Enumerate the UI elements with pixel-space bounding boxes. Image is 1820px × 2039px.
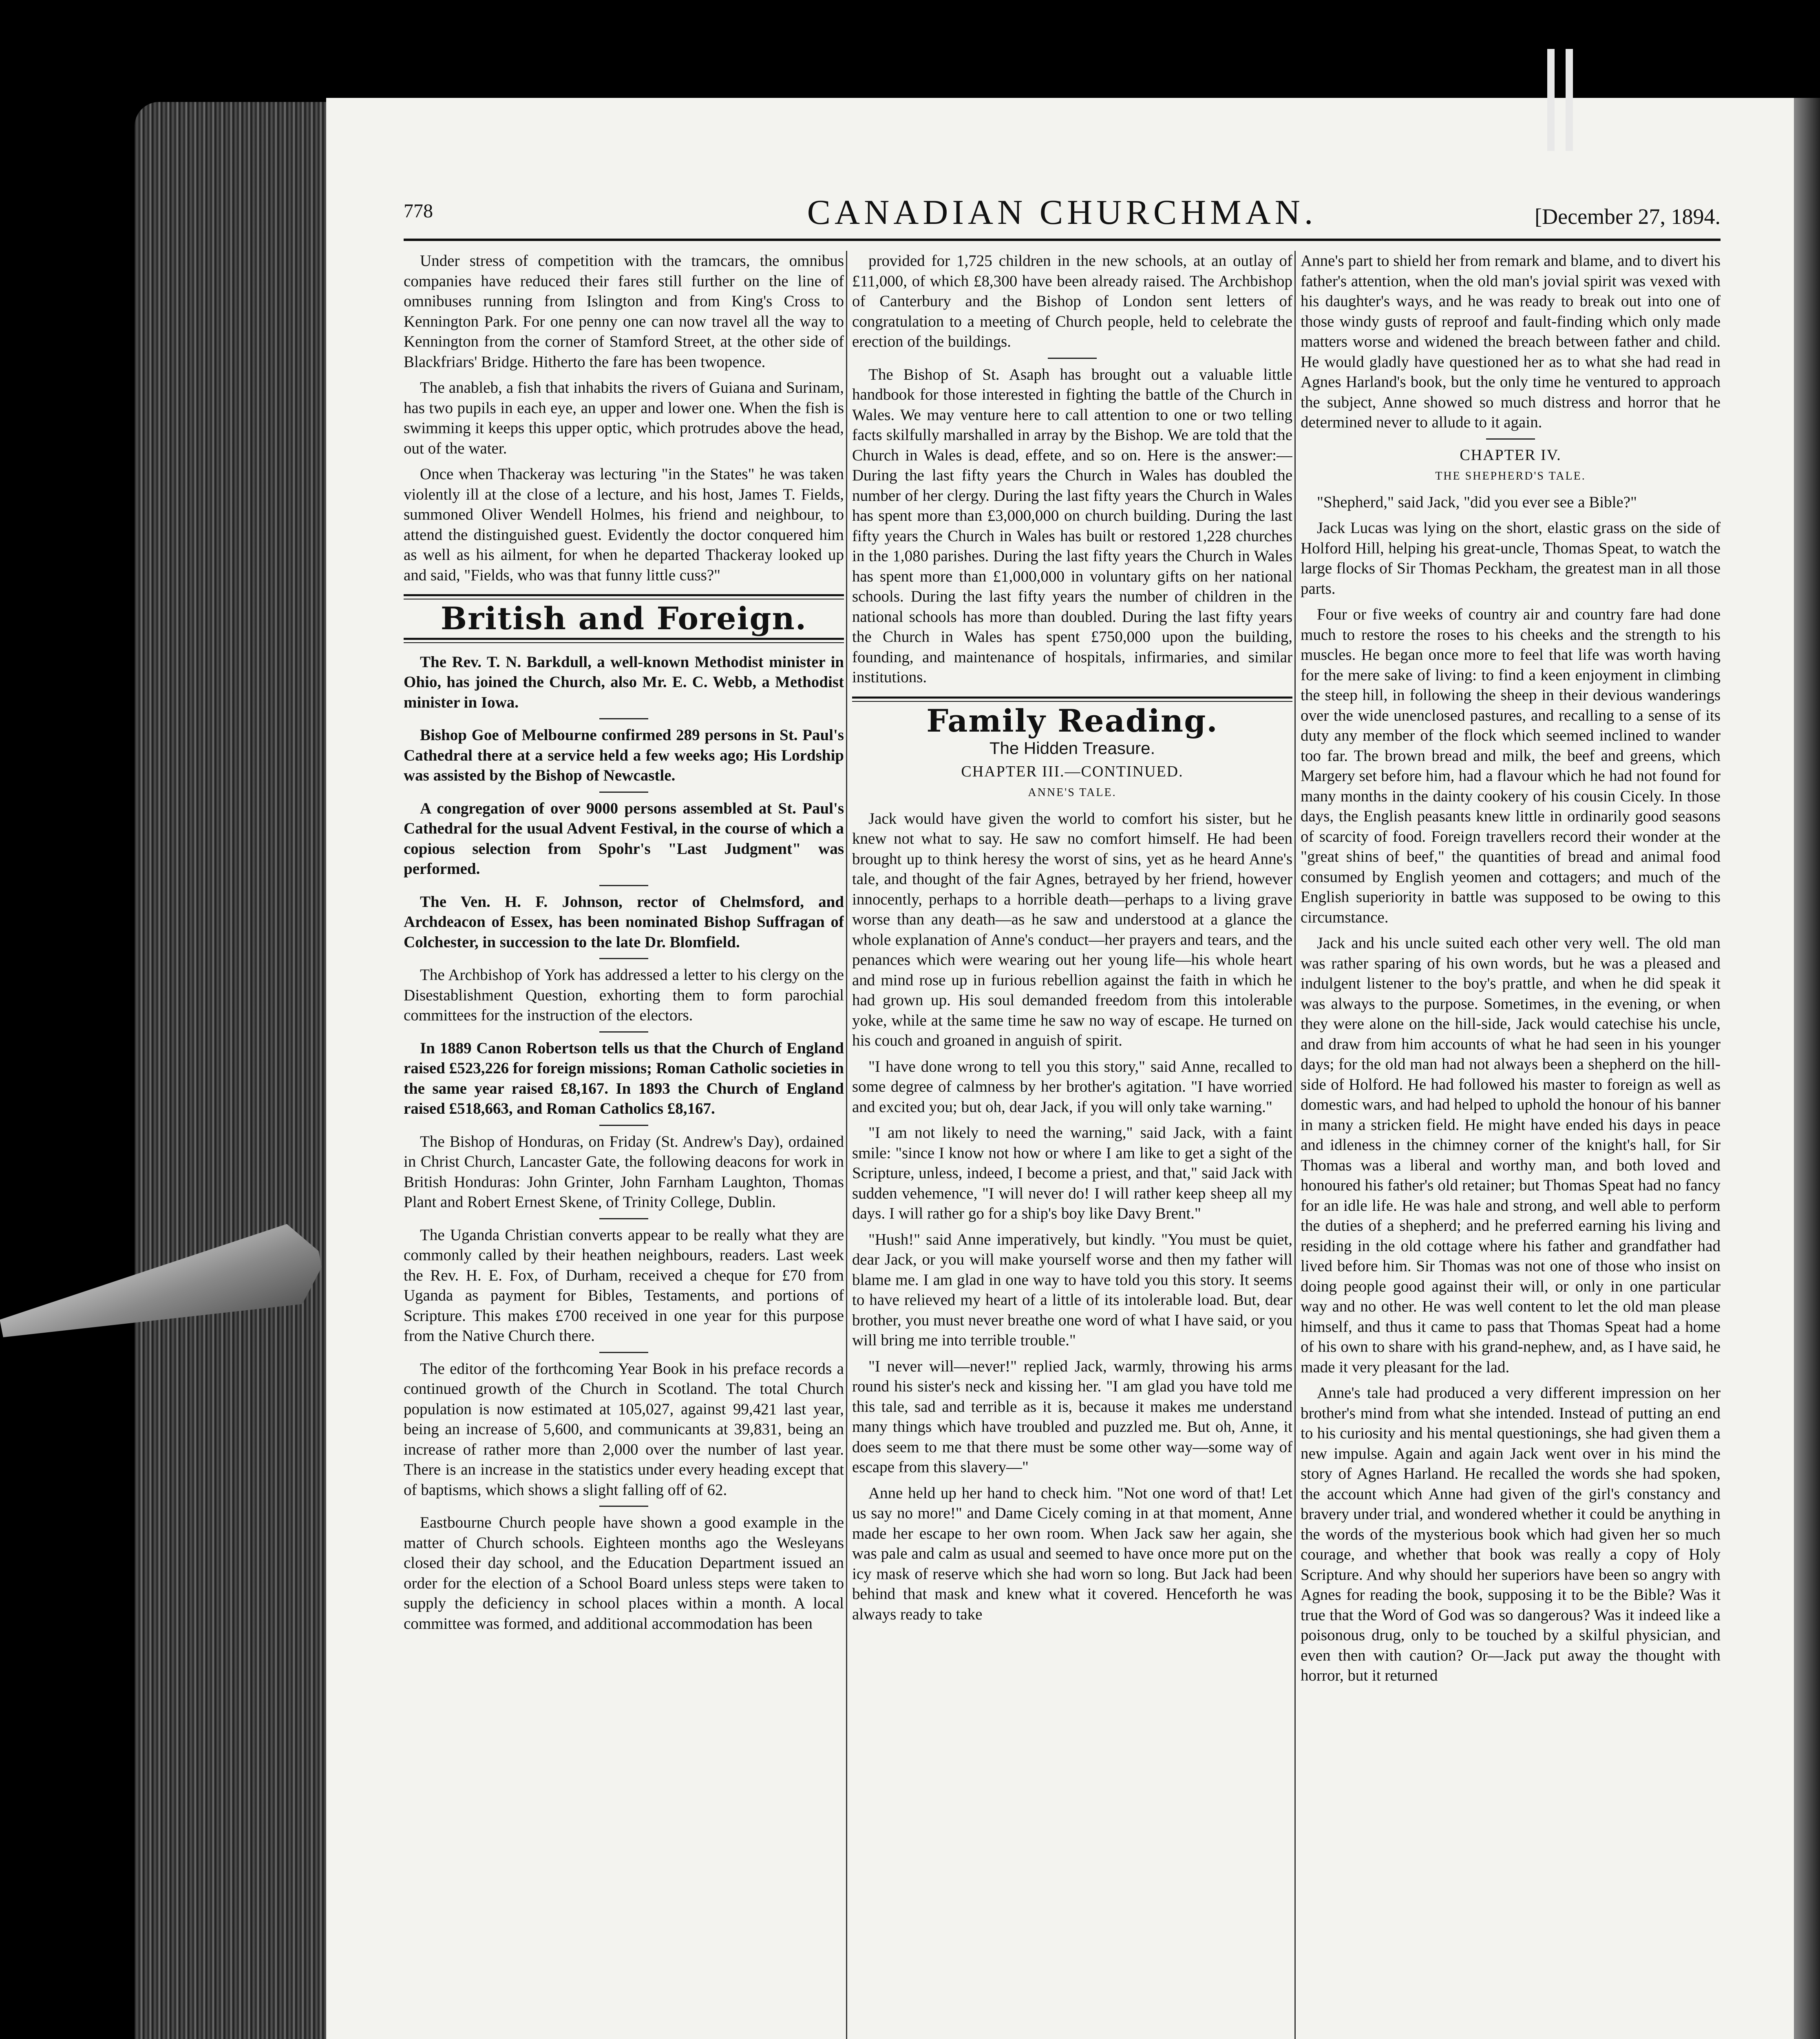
column-rule bbox=[846, 251, 847, 2039]
item-separator bbox=[599, 885, 648, 886]
chapter-heading: CHAPTER III.—CONTINUED. bbox=[961, 763, 1184, 780]
item-separator bbox=[599, 718, 648, 719]
paragraph: The anableb, a fish that inhabits the rivers of Guiana and Surinam, has two pupils in each eye, an upper and lower one. When the fish is swimming it keeps this upper optic, which protrudes above the head, out of the water. bbox=[404, 379, 844, 457]
story-paragraph: Anne's tale had produced a very different impression on her brother's mind from what she intended. Instead of putting an end to his curiosity and his mental questionings, she had given them a new impulse. Again and again Jack went over in his mind the story of Agnes Harland. He recalled the words she had spoken, the account which Anne had given of the girl's constancy and bravery under trial, and wondered whether it could be anything in the words of the mysterious book which had given her so much courage, and whether that book was really a copy of Holy Scripture. And why should her superiors have been so angry with Agnes for reading the book, supposing it to be the Bible? Was it true that the Word of God was so dangerous? Was it indeed like a poisonous drug, only to be touched by a skilful physician, and even then with caution? Or—Jack put away the thought with horror, but it returned bbox=[1301, 1384, 1721, 1684]
story-paragraph: "I never will—never!" replied Jack, warmly, throwing his arms round his sister's neck and kissing her. "I am glad you have told me this tale, sad and terrible as it is, because it makes me understand many things which have troubled and puzzled me. But oh, Anne, it does seem to me that there must be some other way—some way of escape from this slavery—" bbox=[852, 1357, 1292, 1476]
news-item: Bishop Goe of Melbourne confirmed 289 persons in St. Paul's Cathedral there at a service held a few weeks ago; His Lordship was assisted by the Bishop of Newcastle. bbox=[404, 726, 844, 784]
book-page-edges bbox=[135, 102, 326, 2039]
binding-clip-mark bbox=[1566, 49, 1573, 151]
column-1 bbox=[404, 251, 844, 2039]
page-header bbox=[404, 192, 1721, 241]
page-number: 778 bbox=[404, 200, 433, 222]
story-paragraph: "Shepherd," said Jack, "did you ever see a Bible?" bbox=[1317, 493, 1637, 511]
issue-date: [December 27, 1894. bbox=[1535, 204, 1721, 229]
paragraph: Once when Thackeray was lecturing "in the States" he was taken violently ill at the close of a lecture, and his host, James T. Fields, summoned Oliver Wendell Holmes, his friend and neighbour, to attend the distinguished guest. Evidently the doctor conquered him as well as his ailment, for when he departed Thackeray looked up and said, "Fields, who was that funny little cuss?" bbox=[404, 465, 844, 584]
paragraph: Under stress of competition with the tramcars, the omnibus companies have reduced their fares still further on the line of omnibuses running from Islington and from King's Cross to Kennington Park. For one penny one can now travel all the way to Kennington from the corner of Stamford Street, at the other side of Blackfriars' Bridge. Hitherto the fare has been twopence. bbox=[404, 252, 844, 371]
story-paragraph: Jack Lucas was lying on the short, elastic grass on the side of Holford Hill, helping his great-uncle, Thomas Speat, to watch the large flocks of Sir Thomas Peckham, the greatest man in all those parts. bbox=[1301, 519, 1721, 597]
news-item: The Archbishop of York has addressed a letter to his clergy on the Disestablishment Question, exhorting them to form parochial committees for the instruction of the electors. bbox=[404, 966, 844, 1024]
item-separator bbox=[599, 1218, 648, 1219]
section-title-family-reading: Family Reading. bbox=[926, 702, 1218, 739]
news-item: provided for 1,725 children in the new schools, at an outlay of £11,000, of which £8,300 have been already raised. The Archbishop of Canterbury and the Bishop of London sent letters of congratulation to a meeting of Church people, held to celebrate the erection of the buildings. bbox=[852, 252, 1292, 350]
story-paragraph: Jack would have given the world to comfort his sister, but he knew not what to say. He saw no comfort himself. He had been brought up to think heresy the worst of sins, yet as he heard Anne's tale, and thought of the fair Agnes, betrayed by her friend, however innocently, perhaps to a horrible death—perhaps to a living grave worse than any death—as he saw and understood at a glance the whole explanation of Anne's conduct—her prayers and tears, and the penances which were wearing out her young life—his whole heart and mind rose up in furious rebellion against the faith in which he had grown up. His soul demanded freedom from this intolerable yoke, while at the same time he saw no way of escape. He turned on his couch and groaned in anguish of spirit. bbox=[852, 809, 1292, 1049]
item-separator bbox=[599, 958, 648, 959]
news-item: The Bishop of St. Asaph has brought out a valuable little handbook for those interested in fighting the battle of the Church in Wales. We may venture here to call attention to one or two telling facts skilfully marshalled in array by the Bishop. We are told that the Church in Wales is dead, effete, and so on. Here is the answer:— During the last fifty years the Church in Wales has doubled the number of her clergy. During the last fifty years the Church in Wales has spent more than £3,000,000 on church building. During the last fifty years the Church in Wales has built or restored 1,228 churches in the 1,080 parishes. During the last fifty years the Church in Wales has spent more than £1,000,000 in voluntary gifts on her national schools. During the last fifty years the number of children in the national schools has more than doubled. During the last fifty years the Church in Wales has spent £750,000 upon the building, founding, and maintenance of hospitals, infirmaries, and similar institutions. bbox=[852, 365, 1292, 686]
story-paragraph: "Hush!" said Anne imperatively, but kindly. "You must be quiet, dear Jack, or you will make yourself worse and then my father will blame me. I am glad in one way to have told you this story. It seems to have relieved my heart of a little of its intolerable load. But, dear brother, you must never breathe one word of what I have said, or you will bring me into terrible trouble." bbox=[852, 1230, 1292, 1349]
story-paragraph: Four or five weeks of country air and country fare had done much to restore the roses to his cheeks and the strength to his muscles. He began once more to feel that life was worth having for the mere sake of living: to find a keen enjoyment in climbing the steep hill, in following the sheep in their devious wanderings over the wide unenclosed pastures, and recalling to a sense of its duty any member of the flock which seemed inclined to wander too far. The brown bread and milk, the beef and greens, which Margery set before him, had a flavour which he had not found for many months in the dainty cookery of his cousin Cicely. In those days, the English peasants knew little in ordinarily good seasons of scarcity of food. Foreign travellers record their wonder at the "great shins of beef," the quantities of bread and animal food consumed by English yeomen and cottagers; and much of the English superiority in battle was supposed to be owing to this circumstance. bbox=[1301, 606, 1721, 926]
binding-clip-mark bbox=[1547, 49, 1555, 151]
story-paragraph: Jack and his uncle suited each other very well. The old man was rather sparing of his own words, but he was a pleased and indulgent listener to the boy's prattle, and when he did speak it was always to the purpose. Sometimes, in the evening, or when they were alone on the hill-side, Jack would catechise his uncle, and draw from him accounts of what he had seen in his younger days; for the old man had not always been a shepherd on the hill-side of Holford. He had followed his master to foreign as well as domestic wars, and had helped to uphold the honour of his banner in many a stricken field. He might have ended his days in peace and idleness in the chimney corner of the knight's hall, for Sir Thomas was a liberal and worthy man, and both loved and honoured his father's old retainer; but Thomas Speat had no fancy for an idle life. He was hale and strong, and well able to perform the duties of a shepherd; and he preferred earning his living and residing in the old cottage where his father and grandfather had lived before him. Sir Thomas was not one of those who insist on doing people good against their will, or only in one particular way and no other. He was well content to let the old man please himself, and thus it came to pass that Thomas Speat had a home of his own to share with his grand-nephew, and, as I have said, he made it very pleasant for the lad. bbox=[1301, 934, 1721, 1376]
header-rule bbox=[404, 239, 1721, 241]
news-item: The Bishop of Honduras, on Friday (St. Andrew's Day), ordained in Christ Church, Lancaster Gate, the following deacons for work in British Honduras: John Grinter, John Farnham Laughton, Thomas Plant and Robert Ernest Skene, of Trinity College, Dublin. bbox=[404, 1132, 844, 1211]
gutter-shadow bbox=[1794, 98, 1820, 2039]
chapter-subtitle: ANNE'S TALE. bbox=[1028, 786, 1117, 799]
section-rule bbox=[404, 594, 844, 599]
item-separator bbox=[599, 1125, 648, 1126]
column-2 bbox=[852, 251, 1292, 2039]
item-separator bbox=[599, 792, 648, 793]
masthead-title: CANADIAN CHURCHMAN. bbox=[807, 192, 1317, 232]
news-item: The Rev. T. N. Barkdull, a well-known Methodist minister in Ohio, has joined the Church, also Mr. E. C. Webb, a Methodist minister in Iowa. bbox=[404, 653, 844, 711]
item-separator bbox=[1486, 438, 1535, 440]
story-paragraph: "I have done wrong to tell you this story," said Anne, recalled to some degree of calmness by her brother's agitation. "I have worried and excited you; but oh, dear Jack, if you will only take warning." bbox=[852, 1057, 1292, 1116]
item-separator bbox=[599, 1031, 648, 1033]
section-rule bbox=[852, 697, 1292, 702]
item-separator bbox=[599, 1506, 648, 1507]
story-paragraph: "I am not likely to need the warning," said Jack, with a faint smile: "since I know not how or where I am like to get a sight of the Scripture, unless, indeed, I become a priest, and that," said Jack with sudden vehemence, "I will never do! I will rather keep sheep all my days. I will rather go for a ship's boy like Davy Brent." bbox=[852, 1124, 1292, 1222]
column-rule bbox=[1294, 251, 1296, 2039]
news-item: The Ven. H. F. Johnson, rector of Chelmsford, and Archdeacon of Essex, has been nominated Bishop Suffragan of Colchester, in succession to the late Dr. Blomfield. bbox=[404, 893, 844, 951]
chapter-subtitle: THE SHEPHERD'S TALE. bbox=[1435, 470, 1586, 482]
section-title-british-foreign: British and Foreign. bbox=[440, 600, 807, 637]
item-separator bbox=[1048, 358, 1097, 359]
item-separator bbox=[599, 1352, 648, 1353]
story-paragraph: Anne's part to shield her from remark and blame, and to divert his father's attention, when the old man's jovial spirit was vexed with his daughter's ways, and he was ready to break out into one of those windy gusts of reproof and fault-finding which only made matters worse and widened the breach between father and child. He would gladly have questioned her as to what she had read in Agnes Harland's book, but the only time he ventured to approach the subject, Anne showed so much distress and horror that he determined never to allude to it again. bbox=[1301, 252, 1721, 431]
news-item: In 1889 Canon Robertson tells us that the Church of England raised £523,226 for foreign missions; Roman Catholic societies in the same year raised £8,167. In 1893 the Church of England raised £518,663, and Roman Catholics £8,167. bbox=[404, 1039, 844, 1117]
story-paragraph: Anne held up her hand to check him. "Not one word of that! Let us say no more!" and Dame Cicely coming in at that moment, Anne made her escape to her own room. When Jack saw her again, she was pale and calm as usual and seemed to have once more put on the icy mask of reserve which she had worn so long. But Jack had been behind that mask and knew what it covered. Henceforth he was always ready to take bbox=[852, 1484, 1292, 1623]
column-3 bbox=[1301, 251, 1721, 2039]
chapter-heading: CHAPTER IV. bbox=[1460, 446, 1562, 464]
news-item: The Uganda Christian converts appear to be really what they are commonly called by their heathen neighbours, readers. Last week the Rev. H. E. Fox, of Durham, received a cheque for £70 from Uganda as payment for Bibles, Testaments, and portions of Scripture. This makes £700 received in one year for this purpose from the Native Church there. bbox=[404, 1226, 844, 1345]
section-rule bbox=[404, 638, 844, 643]
story-title: The Hidden Treasure. bbox=[989, 739, 1155, 758]
news-item: A congregation of over 9000 persons assembled at St. Paul's Cathedral for the usual Advent Festival, in the course of which a copious selection from Spohr's "Last Judgment" was performed. bbox=[404, 799, 844, 878]
news-item: Eastbourne Church people have shown a good example in the matter of Church schools. Eighteen months ago the Wesleyans closed their day school, and the Education Department issued an order for the election of a School Board unless steps were taken to supply the deficiency in school places within a month. A local committee was formed, and additional accommodation has been bbox=[404, 1514, 844, 1632]
news-item: The editor of the forthcoming Year Book in his preface records a continued growth of the Church in Scotland. The total Church population is now estimated at 105,027, against 99,421 last year, being an increase of 5,600, and communicants at 39,831, being an increase of rather more than 2,000 over the number of last year. There is an increase in the statistics under every heading except that of baptisms, which shows a slight falling off of 62. bbox=[404, 1360, 844, 1499]
